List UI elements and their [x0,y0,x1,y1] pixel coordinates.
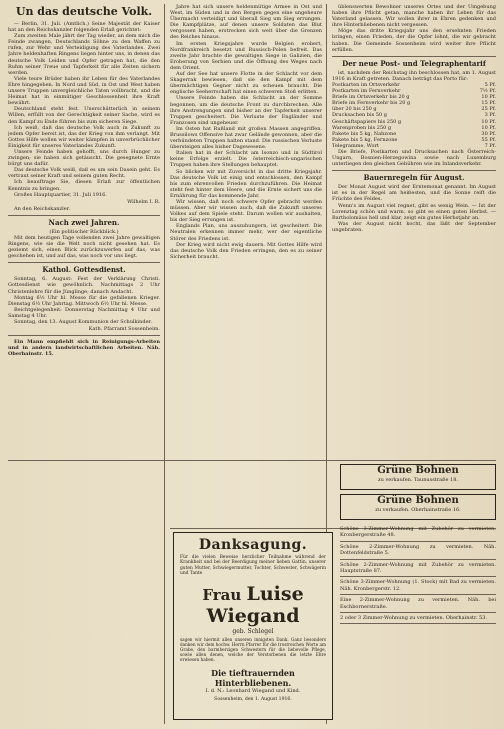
obituary-thanks-ad [173,532,333,720]
small-ad: 2 oder 3 Zimmer-Wohnung zu vermieten. Oberhainstr. 53. [340,613,496,624]
mourners-names: I. d. N.: Leonhard Wiegand und Kind. [205,687,301,694]
tariff-value: 15 Pf. [481,100,496,107]
paragraph: Englands Plan, uns auszuhungern, ist gescheitert. Die Neutralen erkennen immer mehr, wer der eigentliche Störer des Friedens ist. [170,223,322,242]
name-prefix: Frau [202,585,242,604]
classified-ad-box [340,494,496,520]
paragraph: Sonntag, 6. August: Fest der Verklärung Christi. Gottesdienst wie gewöhnlich. Nachmittags 2 Uhr Christenlehre für die Jünglinge; danach Andacht. [8,276,160,295]
paragraph: Die Briefe, Postkarten und Drucksachen nach Österreich-Ungarn, Bosnien-Herzegowina sowie nach Luxemburg unterliegen den gleichen Gebühren wie im Inlandsverkehr. [332,148,496,168]
paragraph: Was der August nicht kocht, das läßt der September ungebraten. [332,220,496,233]
paragraph: Auf der See hat unsere Flotte in der Schlacht vor dem Skagerrak bewiesen, daß sie den Kampf mit dem übermächtigen Gegner nicht zu scheuen braucht. Die englische Seeherrschaft hat einen schweren Stoß erlitten. [170,71,322,96]
paragraph: Das deutsche Volk weiß, daß es um sein Dasein geht. Es vertraut seiner Kraft und seinem guten Recht. [8,167,160,180]
tariff-label: Telegramme, Wort [332,142,379,149]
small-ad: Schöne 3-Zimmer-Wohnung mit Zubehör zu vermieten. Kronbergerstraße 48. [340,524,496,542]
maiden-name: geb. Schlegel [232,627,274,635]
paragraph: Montag 6½ Uhr hl. Messe für die gefallenen Krieger. Dienstag 6½ Uhr Jahrtag. Mittwoch 6½ Uhr hl. Messe. [8,294,160,307]
paragraph: Der Krieg wird nicht ewig dauern. Mit Gottes Hilfe wird das deutsche Volk den Frieden erringen, den es zu seiner Sicherheit braucht. [170,241,322,260]
divider [332,56,496,57]
signature-place: Großes Hauptquartier, 31. Juli 1916. [14,191,107,198]
tariff-label: Pakete bis 5 kg, Fernzone [332,136,398,143]
divider [8,215,160,216]
paragraph: Ich beauftrage Sie, diesen Erlaß zur öffentlichen Kenntnis zu bringen. [8,179,160,192]
signature-name: Wilhelm I. R. [127,198,160,205]
paragraph: Sonntag, den 13. August Kommunion der Schulkinder. [14,319,152,326]
paragraph: Der Monat August wird der Erntemonat genannt. Im August ist es in der Regel am heißesten, und die Sonne reift die Früchte des Feldes. [332,184,496,203]
classified-ad: Ein Mann empfiehlt sich in Reinigungs-Arbeiten und in andern landwirtschaftlichen Arbeiten. Näh. Oberhainstr. 15. [8,339,160,358]
tariff-value: 25 Pf. [481,106,496,113]
mourners-title: Die tieftrauernden Hinterbliebenen. [211,667,295,688]
small-ad: Eine 2-Zimmer-Wohnung zu vermieten. Näh. bei Eschbornerstraße. [340,595,496,613]
paragraph: Wir wissen, daß noch schwere Opfer gebracht werden müssen. Aber wir wissen auch, daß die Zukunft unseres Volkes auf dem Spiele steht. Darum wollen wir aushalten, bis der Sieg errungen ist. [170,199,322,224]
ad-text: zu verkaufen. Taunusstraße 18. [378,477,458,483]
paragraph: Zum zweiten Male jährt der Tag wieder, an dem mich die Feinde zwangen, Deutschlands Söhne zu den Waffen zu rufen, zur Wehr und Verteidigung des Vaterlandes. Zwei Jahre heldenhaften Ringens liegen hinter uns, in denen das deutsche Volk Leiden und Opfer getragen hat, die den Ruhm seiner Treue und Tapferkeit für alle Zeiten sichern werden. [8,33,160,76]
tariff-value: 7 Pf. [484,142,496,149]
paragraph: Mit dem heutigen Tage vollenden zwei Jahre gewaltigen Ringens, wie sie die Welt noch nicht gesehen hat. Es geziemt sich, einen Blick zurückzuwerfen auf das, was geschehen ist, und auf das, was noch vor uns liegt. [8,235,160,260]
ad-title: Danksagung. [198,537,308,553]
paragraph: Viele teure Brüder haben ihr Leben für des Vaterlandes Ehre hingegeben. In Nord und Süd, in Ost und West haben unsere Truppen unvergleichliche Taten vollbracht, und die Heimat hat in einmütiger Geschlossenheit ihre Kraft bewährt. [8,75,160,107]
divider [8,335,160,336]
subheadline: (Ein politischer Rückblick.) [49,228,119,235]
paragraph: So blicken wir mit Zuversicht in das dritte Kriegsjahr. Das deutsche Volk ist einig und entschlossen, den Kampf bis zum ehrenvollen Frieden durchzuführen. Die Heimat steht fest hinter dem Heere, und die Ernte sichert uns die Ernährung für das kommende Jahr. [170,168,322,199]
paragraph: üblenswerten Bewohner unseres Ortes und der Umgebung haben ihre Pflicht getan, manche haben ihr Leben für das Vaterland gelassen. Wir wollen ihrer in Ehren gedenken und ihre Hinterbliebenen nicht vergessen. [332,4,496,29]
small-ads-list [340,524,496,624]
small-ad: Schöne 3-Zimmer-Wohnung (1. Stock) mit Bad zu vermieten. Näh. Kronbergerstr. 12. [340,577,496,595]
column-3 [332,4,496,456]
headline-kathol-gottesdienst: Kathol. Gottesdienst. [42,265,126,275]
headline-nach-zwei-jahren: Nach zwei Jahren. [48,217,120,227]
ad-text: Für die vielen Beweise herzlicher Teilnahme während der Krankheit und bei der Beerdigung meiner lieben Gattin, unserer guten Mutter, Schwiegermutter, Tochter, Schwester, Schwägerin und Tante [180,555,326,577]
tariff-value: 5 Pf. [484,81,496,88]
tariff-value: 7½ Pf. [479,88,496,95]
tariff-value: 30 Pf. [481,130,496,137]
divider [8,262,160,263]
deceased-name [174,583,332,627]
classified-ad-box [340,464,496,490]
column-1 [8,4,160,456]
paragraph: Jahre hat sich unsere heldenmütige Armee in Ost und West, im Süden und in den Bergen gegen eine ungeheure Übermacht verteidigt und überall Sieg um Sieg errungen. Die Kampfplätze, auf denen unsere Soldaten das Blut vergossen haben, erstrecken sich weit über die Grenzen des Reiches hinaus. [170,4,322,41]
paragraph: Ich weiß, daß das deutsche Volk auch in Zukunft zu jedem Opfer bereit ist, das der Krieg von ihm verlangt. Mit Gottes Hilfe wollen wir weiter kämpfen in unverbrüchlicher Einigkeit für unseres Vaterlandes Zukunft. [8,124,160,149]
headline-post-tarif: Der neue Post- und Telegraphentarif [342,58,486,68]
paragraph: Im ersten Kriegsjahre wurde Belgien erobert, Nordfrankreich besetzt und Russisch-Polen befreit. Das zweite Jahr brachte die gewaltigen Siege in Galizien, die Eroberung von Serbien und die Öffnung des Weges nach dem Orient. [170,40,322,71]
small-ad: Schöne 2-Zimmer-Wohnung zu vermieten. Näh. Dottenfeldstraße 5. [340,542,496,560]
paragraph: Möge das dritte Kriegsjahr uns den ersehnten Frieden bringen, einen Frieden, der die Opfer lohnt, die wir gebracht haben. Die Gemeinde Sossenheim wird weiter ihre Pflicht erfüllen. [332,28,496,53]
paragraph: ist, nachdem der Reichstag ihn beschlossen hat, am 1. August 1916 in Kraft getreten. Danach beträgt das Porto für: [332,69,496,82]
section-divider [8,460,496,461]
parish-signature: Kath. Pfarramt Sossenheim. [88,326,160,333]
tariff-label: Briefe im Ortsverkehr bis 20 g [332,94,410,101]
paragraph: Italien hat in der Schlacht am Isonzo und in Südtirol keine Erfolge erzielt. Die österreichisch-ungarischen Truppen haben ihre Stellungen behauptet. [170,150,322,169]
headline-an-das-deutsche-volk: Un das deutsche Volk. [15,5,153,18]
ad-title: Grüne Bohnen [377,495,459,506]
tariff-label: Briefe im Fernverkehr bis 20 g [332,100,411,107]
paragraph: Unsere Feinde haben die Schlacht an der Somme begonnen, um die deutsche Front zu durchbrechen. Alle ihre Anstrengungen sind bisher an der Tapferkeit unserer Truppen gescheitert. Die Verluste der Engländer und Franzosen sind ungeheuer. [170,95,322,126]
tariff-list [332,82,496,149]
headline-bauernregeln: Bauernregeln für August. [363,173,465,183]
tariff-label: Drucksachen bis 50 g [332,112,387,119]
paragraph: — Berlin, 31. Juli. (Amtlich.) Seine Majestät der Kaiser hat an den Reichskanzler folgenden Erlaß gerichtet: [8,21,160,34]
name: Luise Wiegand [206,582,304,627]
tariff-label: Pakete bis 5 kg, Nahzone [332,130,397,137]
tariff-label: Postkarten im Fernverkehr [332,88,401,95]
paragraph: Beichtgelegenheit: Donnerstag Nachmittag 4 Uhr und Samstag 4 Uhr. [8,306,160,319]
ad-title: Grüne Bohnen [377,465,459,476]
tariff-label: Warenproben bis 250 g [332,124,392,131]
ad-date: Sossenheim, den 1. August 1916. [214,696,292,702]
tariff-label: über 20 bis 250 g [332,106,377,113]
paragraph: Wenn's im August viel regnet, gibt es wenig Wein. — Ist der Lorenztag schön und warm, so gibt es einen guten Herbst. — Bartholomäus hell und klar, zeigt ein gutes Herbstjahr an. [332,202,496,221]
tariff-value: 55 Pf. [481,136,496,143]
column-divider [164,4,165,724]
tariff-value: 10 Pf. [481,94,496,101]
divider [332,170,496,171]
small-ad: Schöne 2-Zimmer-Wohnung mit Zubehör zu vermieten. Hauptstraße 87. [340,560,496,578]
column-2 [170,4,322,456]
tariff-value: 10 Pf. [481,124,496,131]
signature-recipient: An den Reichskanzler. [14,205,71,212]
paragraph: Deutschland steht fest. Unerschütterlich in seinem Willen, erfüllt von der Gerechtigkeit seiner Sache, wird es den Kampf zu Ende führen bis zum sicheren Siege. [8,106,160,125]
ad-text: zu verkaufen. Oberhainstraße 16. [375,507,461,513]
paragraph: Im Osten hat Rußland mit großen Massen angegriffen. Brussilows Offensive hat zwar Gelände gewonnen, aber die verbündeten Truppen halten stand. Die russischen Verluste übersteigen alles bisher Dagewesene. [170,125,322,151]
tariff-label: Geschäftspapiere bis 250 g [332,118,402,125]
tariff-value: 10 Pf. [481,118,496,125]
tariff-value: 3 Pf. [484,112,496,119]
tariff-label: Postkarten im Ortsverkehr [332,81,400,88]
ad-text: sagen wir hiermit allen unseren innigsten Dank. Ganz besonders danken wir dem hochw. Herrn Pfarrer für die trostreichen Worte am Grabe, den barmherzigen Schwestern für die liebevolle Pflege, sowie allen denen, welche der Verstorbenen die letzte Ehre erwiesen haben. [180,636,326,663]
paragraph: Unsere Feinde haben gehofft, uns durch Hunger zu zwingen; sie haben sich getäuscht. Die gesegnete Ernte bürgt uns dafür. [8,148,160,168]
